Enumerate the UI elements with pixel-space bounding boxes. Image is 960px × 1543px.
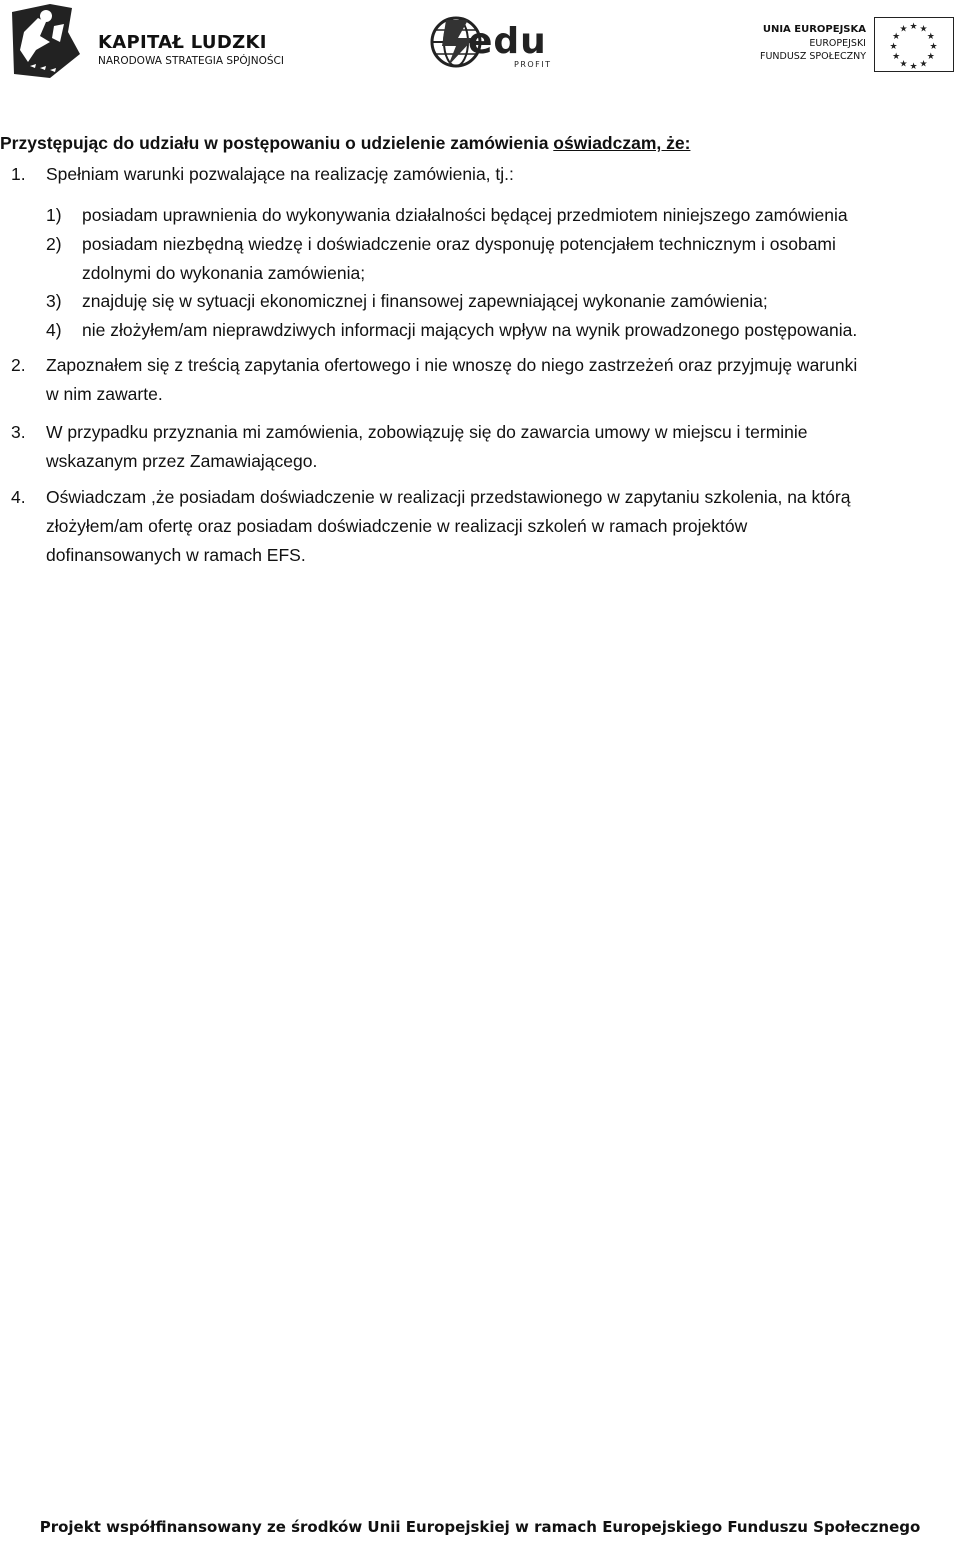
point2-line2: w nim zawarte.: [46, 384, 163, 404]
svg-text:★: ★: [892, 52, 901, 62]
svg-text:★: ★: [919, 59, 928, 70]
subpoint3-line1: znajduję się w sytuacji ekonomicznej i finansowej zapewniającej wykonanie zamówienia;: [82, 291, 768, 311]
eu-flag-icon: [874, 17, 954, 72]
eu-logo-line3: FUNDUSZ SPOŁECZNY: [760, 51, 866, 62]
subpoint1-number: 1): [46, 205, 62, 225]
subpoint4-line1: nie złożyłem/am nieprawdziwych informacji mających wpływ na wynik prowadzonego postępowania.: [82, 320, 858, 340]
kapital-ludzki-title: KAPITAŁ LUDZKI: [98, 32, 267, 53]
edu-wordmark: edu: [468, 21, 547, 62]
declaration-intro-text: Przystępując do udziału w postępowaniu o udzielenie zamówienia: [0, 133, 554, 153]
svg-text:★: ★: [929, 42, 938, 52]
svg-text:★: ★: [909, 62, 918, 70]
subpoint2-number: 2): [46, 234, 62, 254]
point3-line2: wskazanym przez Zamawiającego.: [46, 451, 318, 471]
point4-line1: Oświadczam ,że posiadam doświadczenie w realizacji przedstawionego w zapytaniu szkolenia, na którą: [46, 487, 851, 507]
point4-line3: dofinansowanych w ramach EFS.: [46, 545, 306, 565]
point3-number: 3.: [11, 422, 26, 442]
eu-logo-line2: EUROPEJSKI: [809, 38, 866, 49]
subpoint2-line1: posiadam niezbędną wiedzę i doświadczenie oraz dysponuję potencjałem technicznym i osobami: [82, 234, 836, 254]
eu-logo-line1: UNIA EUROPEJSKA: [762, 24, 866, 35]
point4-number: 4.: [11, 487, 26, 507]
point2-number: 2.: [11, 355, 26, 375]
subpoint1-line1: posiadam uprawnienia do wykonywania działalności będącej przedmiotem niniejszego zamówienia: [82, 205, 848, 225]
declaration-intro: [0, 129, 690, 158]
subpoint3-number: 3): [46, 291, 62, 311]
svg-text:★: ★: [926, 32, 935, 42]
svg-text:★: ★: [899, 24, 908, 35]
edu-profit-logo: [428, 12, 573, 74]
subpoint2-line2: zdolnymi do wykonania zamówienia;: [82, 263, 366, 283]
svg-text:★: ★: [919, 24, 928, 35]
svg-text:★: ★: [926, 52, 935, 62]
page-header: [0, 0, 960, 80]
svg-text:★: ★: [909, 22, 918, 32]
declaration-intro-underlined: oświadczam, że:: [553, 133, 691, 153]
point4-line2: złożyłem/am ofertę oraz posiadam doświadczenie w realizacji szkoleń w ramach projektów: [46, 516, 748, 536]
kapital-ludzki-logo: [10, 2, 300, 80]
point1-number: 1.: [11, 164, 26, 184]
point2-line1: Zapoznałem się z treścią zapytania ofertowego i nie wnoszę do niego zastrzeżeń oraz przyjmuję warunki: [46, 355, 858, 375]
point3-line1: W przypadku przyznania mi zamówienia, zobowiązuję się do zawarcia umowy w miejscu i terminie: [46, 422, 808, 442]
svg-text:★: ★: [889, 42, 898, 52]
eu-logo: [752, 14, 958, 74]
page-footer: Projekt współfinansowany ze środków Unii Europejskiej w ramach Europejskiego Funduszu Społecznego: [39, 1518, 921, 1536]
svg-text:★: ★: [899, 59, 908, 70]
kapital-ludzki-subtitle: NARODOWA STRATEGIA SPÓJNOŚCI: [98, 55, 284, 67]
svg-text:★: ★: [892, 32, 901, 42]
subpoint4-number: 4): [46, 320, 62, 340]
edu-profit-subtitle: PROFIT: [514, 60, 552, 69]
point1-text: Spełniam warunki pozwalające na realizację zamówienia, tj.:: [46, 164, 514, 184]
kapital-ludzki-emblem-icon: [10, 2, 88, 80]
